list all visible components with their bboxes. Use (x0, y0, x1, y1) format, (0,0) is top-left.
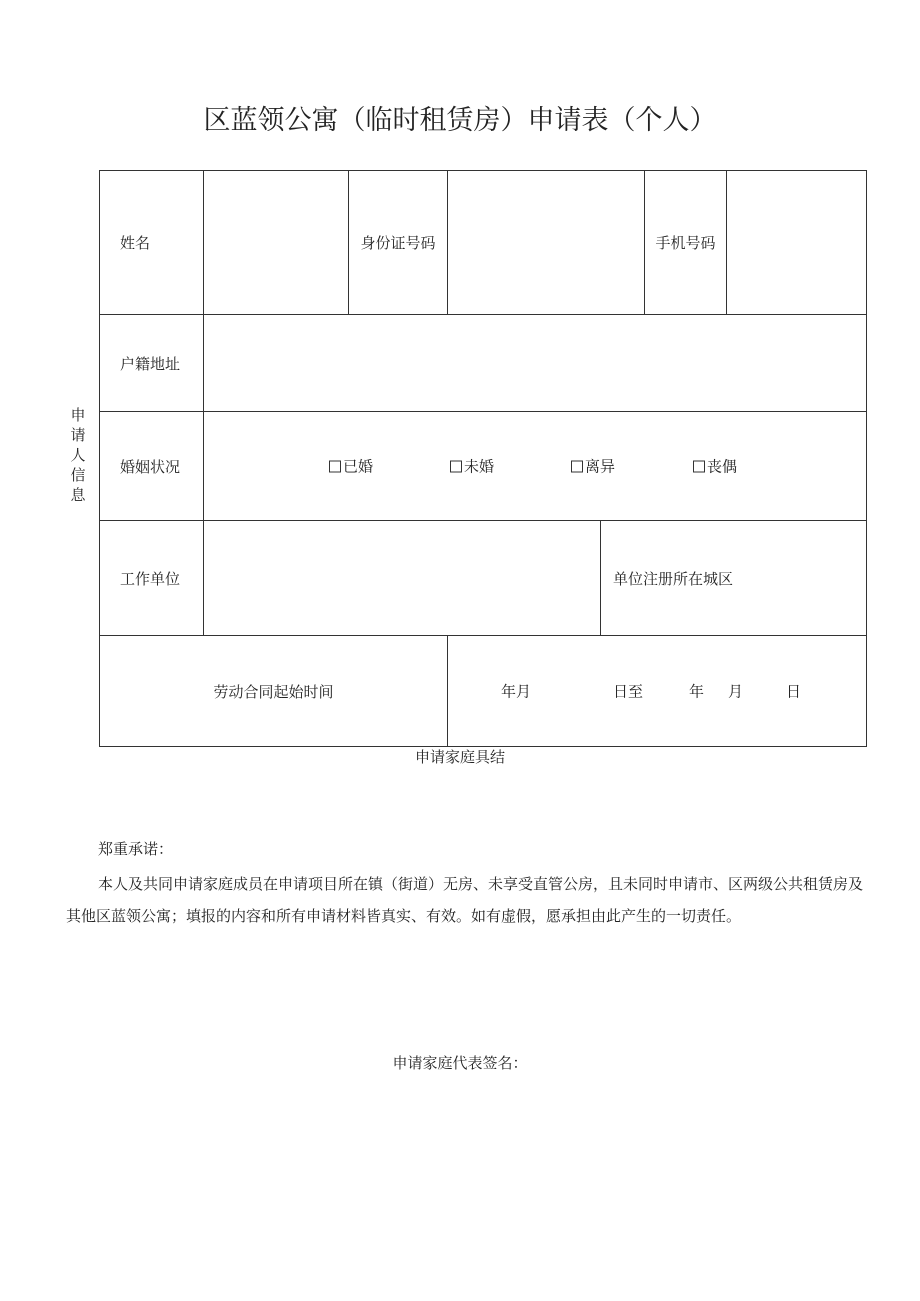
section-caption: 申请家庭具结 (414, 748, 505, 766)
id-number-field[interactable] (448, 171, 645, 315)
employer-district-label: 单位注册所在城区 (601, 521, 867, 636)
application-form-table (99, 170, 867, 747)
phone-label: 手机号码 (645, 171, 727, 315)
date-part: 日 (786, 682, 802, 701)
checkbox-label: 离异 (585, 457, 616, 476)
section-label-char: 人 (70, 446, 86, 464)
date-part: 年 (689, 682, 705, 701)
section-label-char: 申 (70, 406, 86, 424)
checkbox-widowed[interactable] (693, 456, 737, 477)
section-label-char: 信 (70, 466, 86, 484)
id-number-label: 身份证号码 (349, 171, 448, 315)
marital-status-options (204, 412, 867, 521)
checkbox-label: 已婚 (343, 457, 374, 476)
section-label-applicant-info (68, 405, 88, 505)
checkbox-icon (329, 461, 341, 473)
contract-period-field[interactable] (448, 636, 867, 747)
section-label-char: 请 (70, 426, 86, 444)
checkbox-icon (571, 461, 583, 473)
name-label: 姓名 (100, 171, 204, 315)
checkbox-unmarried[interactable] (450, 456, 494, 477)
employer-label: 工作单位 (100, 521, 204, 636)
checkbox-icon (693, 461, 705, 473)
checkbox-label: 未婚 (464, 457, 495, 476)
checkbox-divorced[interactable] (571, 456, 615, 477)
contract-period-label: 劳动合同起始时间 (100, 636, 448, 747)
signature-label: 申请家庭代表签名： (392, 1054, 528, 1072)
pledge-text: 本人及共同申请家庭成员在申请项目所在镇（街道）无房、未享受直管公房，且未同时申请市、区两级公共租赁房及其他区蓝领公寓；填报的内容和所有申请材料皆真实、有效。如有虚假，愿承担由此产生的一切责任。 (66, 875, 864, 925)
marital-status-label: 婚姻状况 (100, 412, 204, 521)
pledge-heading: 郑重承诺： (98, 840, 174, 858)
checkbox-label: 丧偶 (707, 457, 738, 476)
address-label: 户籍地址 (100, 315, 204, 412)
phone-field[interactable] (727, 171, 867, 315)
name-field[interactable] (204, 171, 349, 315)
page-title: 区蓝领公寓（临时租赁房）申请表（个人） (203, 105, 717, 136)
date-part: 月 (728, 682, 744, 701)
checkbox-icon (450, 461, 462, 473)
employer-field[interactable] (204, 521, 601, 636)
checkbox-married[interactable] (329, 456, 373, 477)
address-field[interactable] (204, 315, 867, 412)
date-part: 日至 (613, 682, 644, 701)
section-label-char: 息 (70, 486, 86, 504)
date-part: 年月 (501, 682, 532, 701)
